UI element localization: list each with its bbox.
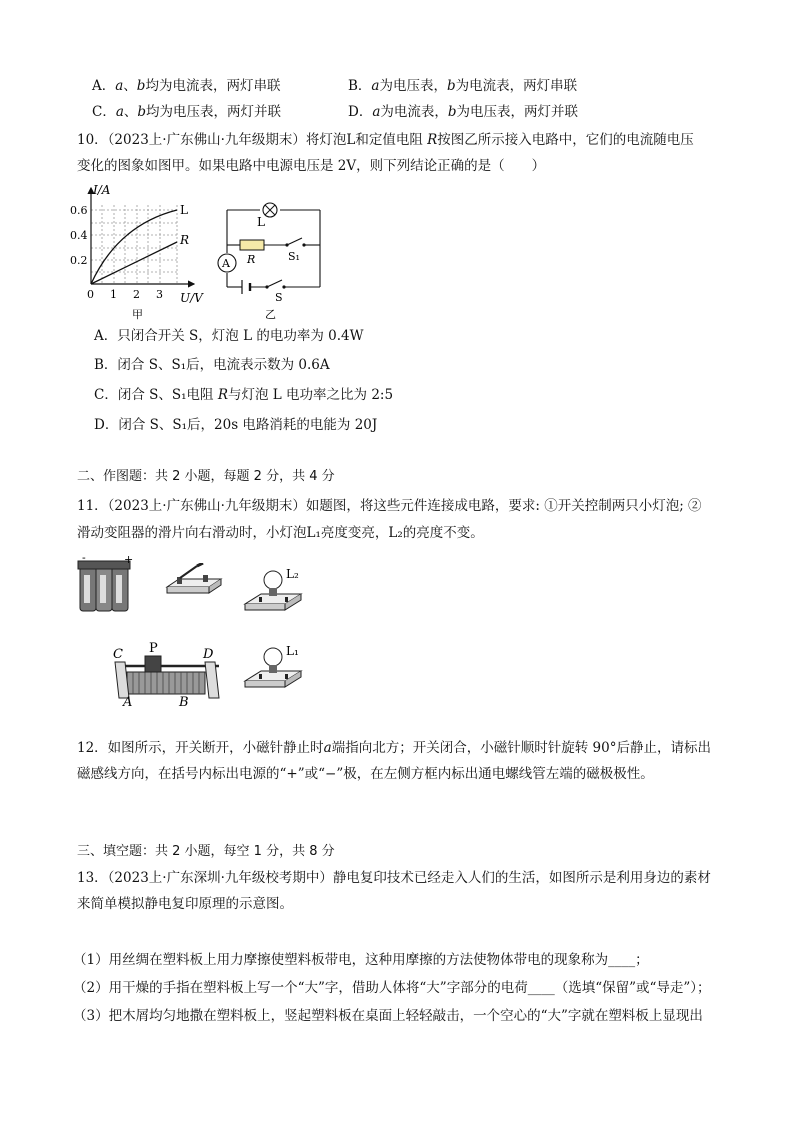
graph-ytick-0.6: 0.6 <box>70 204 88 217</box>
graph-caption: 甲 <box>132 308 143 320</box>
q9-option-b: B．𝑎为电压表，𝑏为电流表，两灯串联 <box>348 78 578 94</box>
q9-option-c: C．𝑎、𝑏均为电压表，两灯并联 <box>92 104 282 120</box>
rheostat-label-b: B <box>179 695 189 707</box>
ammeter-symbol <box>218 254 236 272</box>
circuit-switch1-label: S₁ <box>288 250 300 263</box>
rheostat-figure <box>107 642 227 707</box>
q10-stem-line1: 10．（2023上·广东佛山·九年级期末）将灯泡L和定值电阻 𝑅按图乙所示接入电路中，它们的电流随电压 <box>77 132 694 148</box>
lamp-symbol <box>263 203 277 217</box>
graph-ylabel: I/A <box>93 183 111 197</box>
q13-sub1: （1）用丝绸在塑料板上用力摩擦使塑料板带电，这种用摩擦的方法使物体带电的现象称为____； <box>73 952 649 968</box>
section-2-heading: 二、作图题：共 2 小题，每题 2 分，共 4 分 <box>77 469 335 484</box>
graph-xtick-0: 0 <box>87 288 94 301</box>
knife-switch-figure <box>163 563 225 599</box>
q13-stem-line1: 13．（2023上·广东深圳·九年级校考期中）静电复印技术已经走入人们的生活，如图所示是利用身边的素材 <box>77 870 711 886</box>
graph-xtick-1: 1 <box>110 288 117 301</box>
graph-xlabel: U/V <box>180 291 203 305</box>
resistor-symbol <box>240 240 264 250</box>
q13-sub2: （2）用干燥的手指在塑料板上写一个“大”字，借助人体将“大”字部分的电荷____（选填“保留”或“导走”）； <box>73 980 711 996</box>
q10-option-c: C．闭合 S、S₁电阻 𝑅与灯泡 L 电功率之比为 2:5 <box>94 387 394 403</box>
q11-stem-line1: 11．（2023上·广东佛山·九年级期末）如题图，将这些元件连接成电路，要求: ①开关控制两只小灯泡; ② <box>77 498 702 514</box>
q12-stem-line2: 磁感线方向，在括号内标出电源的“+”或“−”极，在左侧方框内标出通电螺线管左端的磁极极性。 <box>77 766 654 782</box>
circuit-lamp-label: L <box>257 215 265 229</box>
rheostat-label-c: C <box>113 647 123 662</box>
curve-l <box>91 210 177 284</box>
iu-graph-figure <box>68 180 213 320</box>
q9-option-a: A．𝑎、𝑏均为电流表，两灯串联 <box>92 78 281 94</box>
battery-minus-label: - <box>82 553 86 564</box>
rheostat-label-d: D <box>203 647 214 662</box>
lamp-l1-figure <box>241 643 311 693</box>
circuit-figure <box>212 195 327 320</box>
rheostat-label-a: A <box>123 695 133 707</box>
lamp-l2-label: L₂ <box>286 567 299 581</box>
q12-stem-line1: 12．如图所示，开关断开，小磁针静止时𝑎端指向北方；开关闭合，小磁针顺时针旋转 90°后静止，请标出 <box>77 740 711 756</box>
q10-option-d: D．闭合 S、S₁后，20s 电路消耗的电能为 20J <box>94 417 378 433</box>
circuit-switch-label: S <box>275 291 283 304</box>
battery-plus-label: + <box>124 553 134 566</box>
q10-option-b: B．闭合 S、S₁后，电流表示数为 0.6A <box>94 357 330 373</box>
q11-stem-line2: 滑动变阻器的滑片向右滑动时，小灯泡L₁亮度变亮，L₂的亮度不变。 <box>77 525 484 541</box>
svg-text:A: A <box>222 257 230 270</box>
circuit-caption: 乙 <box>265 308 276 320</box>
q13-stem-line2: 来简单模拟静电复印原理的示意图。 <box>77 896 293 912</box>
curve-r-label: R <box>180 233 190 247</box>
graph-xtick-2: 2 <box>133 288 140 301</box>
graph-xtick-3: 3 <box>156 288 163 301</box>
battery-pack-figure <box>76 553 138 615</box>
q13-sub3: （3）把木屑均匀地撒在塑料板上，竖起塑料板在桌面上轻轻敲击，一个空心的“大”字就在塑料板上显现出 <box>73 1008 703 1024</box>
rheostat-label-p: P <box>149 642 158 656</box>
section-3-heading: 三、填空题：共 2 小题，每空 1 分，共 8 分 <box>77 844 335 859</box>
graph-ytick-0.4: 0.4 <box>70 229 88 242</box>
graph-ytick-0.2: 0.2 <box>70 254 88 267</box>
circuit-resistor-label: R <box>247 253 256 266</box>
q10-stem-line2: 变化的图象如图甲。如果电路中电源电压是 2V，则下列结论正确的是（ ） <box>77 158 546 174</box>
curve-l-label: L <box>180 203 188 217</box>
q9-option-d: D．𝑎为电流表，𝑏为电压表，两灯并联 <box>348 104 579 120</box>
battery-symbol <box>242 280 250 294</box>
q10-option-a: A．只闭合开关 S，灯泡 L 的电功率为 0.4W <box>94 328 364 344</box>
graph-grid <box>91 205 177 284</box>
lamp-l1-label: L₁ <box>286 644 299 658</box>
lamp-l2-figure <box>241 566 311 616</box>
